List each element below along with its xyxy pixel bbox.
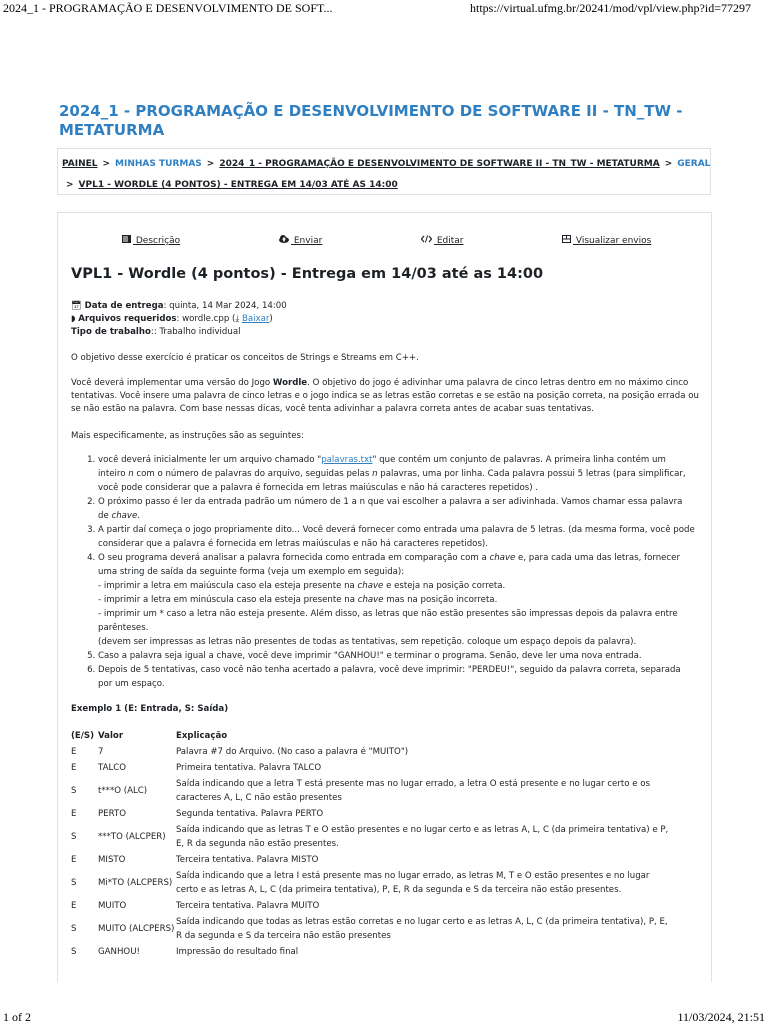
print-header-title: 2024_1 - PROGRAMAÇÃO E DESENVOLVIMENTO DE SOFT... (3, 1, 333, 15)
breadcrumb-line-1 (62, 157, 711, 171)
example-table (71, 728, 671, 960)
row-explicacao: Saída indicando que a letra I está presente mas no lugar errado, as letras M, T e O estão presentes e no lugar certo e as letras A, L, C (da primeira tentativa), P, E, R da segunda e S da terceira não estão presentes. (176, 871, 650, 895)
intro-paragraph: O objetivo desse exercício é praticar os conceitos de Strings e Streams em C++. (71, 353, 419, 363)
instruction-item: 6. Depois de 5 tentativas, caso você não tenha acertado a palavra, você deve imprimir: "PERDEU!", seguido da palavra correta, separada por um espaço. (98, 663, 695, 691)
due-date-label: Data de entrega (84, 301, 164, 311)
breadcrumb-separator: > (206, 159, 215, 169)
activity-title: VPL1 - Wordle (4 pontos) - Entrega em 14/03 até as 14:00 (71, 266, 544, 282)
row-explicacao: Terceira tentativa. Palavra MISTO (176, 855, 319, 865)
wordle-bold: Wordle (272, 378, 308, 388)
row-es: S (71, 786, 77, 796)
page-title: 2024_1 - PROGRAMAÇÃO E DESENVOLVIMENTO DE SOFTWARE II - TN_TW - METATURMA (59, 102, 683, 139)
table-row (71, 760, 671, 776)
header-es: (E/S) (71, 731, 95, 741)
instruction-subitem (98, 593, 695, 607)
wordle-paragraph-part: Você deverá implementar uma versão do Jogo (71, 378, 273, 388)
required-files-label: Arquivos requeridos (78, 314, 177, 324)
instruction-subitem (98, 579, 695, 593)
row-explicacao: Saída indicando que a letra T está presente mas no lugar errado, a letra O está presente e no lugar certo e os caracteres A, L, C não estão presentes (176, 779, 650, 803)
row-es: E (71, 855, 77, 865)
print-timestamp: 11/03/2024, 21:51 (677, 1010, 765, 1024)
work-type-row (71, 326, 701, 339)
row-es: E (71, 901, 77, 911)
wordle-paragraph (71, 377, 701, 416)
row-explicacao: Saída indicando que as letras T e O estão presentes e no lugar certo e as letras A, L, C (da primeira tentativa) e P, E, R da segunda não estão presentes. (176, 825, 669, 849)
tab-visualizar-envios[interactable] (562, 235, 651, 246)
instruction-text: - imprimir a letra em minúscula caso ela esteja presente na (98, 595, 358, 605)
instruction-item: 3. A partir daí começa o jogo propriamente dito... Você deverá fornecer como entrada uma palavra de 5 letras. (da mesma forma, você pode considerar que a palavra é fornecida em letras maiúsculas e não há caracteres repetidos). (98, 523, 695, 551)
due-date-value: : quinta, 14 Mar 2024, 14:00 (163, 301, 287, 311)
print-header-url: https://virtual.ufmg.br/20241/mod/vpl/view.php?id=77297 (470, 1, 751, 15)
instruction-text: mas na posição incorreta. (383, 595, 498, 605)
tab-enviar[interactable] (279, 235, 322, 246)
row-valor: GANHOU! (98, 947, 140, 957)
instruction-emphasis: chave (111, 511, 138, 521)
row-explicacao: Saída indicando que todas as letras estão corretas e no lugar certo e as letras A, L, C (da primeira tentativa), P, E, R da segunda e S da terceira não estão presentes (176, 917, 668, 941)
breadcrumb-geral[interactable]: GERAL (677, 159, 711, 169)
page-counter: 1 of 2 (3, 1010, 31, 1024)
instruction-text: você deverá inicialmente ler um arquivo chamado " (98, 455, 322, 465)
row-es: S (71, 878, 77, 888)
activity-meta (71, 300, 701, 339)
code-icon (421, 235, 432, 246)
shield-icon: ◗ (71, 314, 76, 324)
download-link[interactable]: Baixar (241, 314, 270, 324)
row-es: E (71, 763, 77, 773)
breadcrumb-activity[interactable]: VPL1 - WORDLE (4 PONTOS) - ENTREGA EM 14/03 ATÉ AS 14:00 (78, 180, 398, 190)
row-es: S (71, 947, 77, 957)
instructions-list (71, 453, 695, 691)
instruction-emphasis: chave (357, 581, 384, 591)
tab-descricao[interactable] (122, 235, 180, 246)
print-header (0, 0, 768, 16)
instruction-emphasis: chave (489, 553, 516, 563)
example-table-header (71, 728, 671, 744)
instruction-text: . (137, 511, 141, 521)
row-valor: TALCO (98, 763, 127, 773)
palavras-file-link[interactable]: palavras.txt (321, 455, 373, 465)
row-es: E (71, 747, 77, 757)
row-es: E (71, 809, 77, 819)
tab-descricao-label: Descrição (133, 236, 181, 246)
header-valor: Valor (98, 731, 124, 741)
instruction-text: - imprimir a letra em maiúscula caso ela esteja presente na (98, 581, 358, 591)
instruction-text: palavras, uma por linha. Cada palavra possui 5 letras (para simplificar, você pode considerar que a palavra é fornecida em letras maiúsculas e não há caracteres repetidos) . (98, 469, 686, 493)
instructions-intro: Mais especificamente, as instruções são as seguintes: (71, 431, 304, 441)
table-row (71, 852, 671, 868)
instruction-item (98, 453, 695, 495)
breadcrumb-separator: > (664, 159, 673, 169)
table-row (71, 868, 671, 898)
breadcrumb-minhas-turmas[interactable]: MINHAS TURMAS (115, 159, 202, 169)
work-type-value: : Trabalho individual (153, 327, 241, 337)
submissions-icon (562, 235, 571, 246)
calendar-icon: 📅︎ (71, 301, 82, 311)
instruction-text: " que contém um conjunto de palavras. A primeira linha contém um inteiro (98, 455, 666, 479)
row-explicacao: Palavra #7 do Arquivo. (No caso a palavra é "MUITO") (176, 747, 409, 757)
breadcrumb-separator: > (102, 159, 111, 169)
row-explicacao: Terceira tentativa. Palavra MUITO (176, 901, 320, 911)
instruction-emphasis: chave (357, 595, 384, 605)
required-files-row (71, 313, 701, 326)
row-explicacao: Segunda tentativa. Palavra PERTO (176, 809, 324, 819)
row-valor: MISTO (98, 855, 126, 865)
instruction-item: 5. Caso a palavra seja igual a chave, você deve imprimir "GANHOU!" e terminar o programa. Senão, deve ler uma nova entrada. (98, 649, 695, 663)
description-icon (122, 235, 131, 246)
due-date-row (71, 300, 701, 313)
row-valor: PERTO (98, 809, 126, 819)
row-valor: t***O (ALC) (98, 786, 148, 796)
download-icon: ⤓ (235, 314, 240, 324)
breadcrumb-separator: > (66, 180, 74, 190)
required-files-close: ) (269, 314, 273, 324)
header-explicacao: Explicação (176, 731, 228, 741)
tab-editar-label: Editar (434, 236, 464, 246)
row-valor: ***TO (ALCPER) (98, 832, 166, 842)
table-row (71, 806, 671, 822)
breadcrumb-painel[interactable]: PAINEL (62, 159, 98, 169)
instruction-item (98, 551, 695, 649)
table-row (71, 744, 671, 760)
instructions-list-container (71, 453, 695, 691)
row-es: S (71, 924, 77, 934)
activity-content (57, 212, 712, 982)
row-valor: Mi*TO (ALCPERS) (98, 878, 173, 888)
row-valor: MUITO (ALCPERS) (98, 924, 175, 934)
example-title: Exemplo 1 (E: Entrada, S: Saída) (71, 704, 229, 714)
table-row (71, 822, 671, 852)
instruction-emphasis: n (128, 469, 134, 479)
cloud-upload-icon (279, 235, 289, 246)
activity-tabs (58, 235, 711, 249)
work-type-label: Tipo de trabalho (71, 327, 151, 337)
instruction-subitem: (devem ser impressas as letras não presentes de todas as tentativas, sem repetição. coloque um espaço depois da palavra). (98, 637, 637, 647)
tab-visualizar-envios-label: Visualizar envios (573, 236, 652, 246)
breadcrumb-course[interactable]: 2024_1 - PROGRAMAÇÃO E DESENVOLVIMENTO DE SOFTWARE II - TN_TW - METATURMA (219, 159, 660, 169)
table-row (71, 776, 671, 806)
breadcrumb (57, 148, 711, 195)
tab-editar[interactable] (421, 235, 464, 246)
row-explicacao: Impressão do resultado final (176, 947, 299, 957)
instruction-text: com o número de palavras do arquivo, seguidas pelas (133, 469, 373, 479)
row-es: S (71, 832, 77, 842)
instruction-text: e esteja na posição correta. (383, 581, 506, 591)
required-files-value: : wordle.cpp ( (176, 314, 236, 324)
instruction-subitem: - imprimir um * caso a letra não esteja presente. Além disso, as letras que não estão presentes são impressas depois da palavra entre parênteses. (98, 609, 678, 633)
table-row (71, 898, 671, 914)
instruction-item (98, 495, 695, 523)
row-explicacao: Primeira tentativa. Palavra TALCO (176, 763, 322, 773)
instruction-text: O seu programa deverá analisar a palavra fornecida como entrada em comparação com a (98, 553, 490, 563)
instruction-text: e, para cada uma das letras, fornecer uma string de saída da seguinte forma (veja um exemplo em seguida): (98, 553, 680, 577)
wordle-paragraph-part: . O objetivo do jogo é adivinhar uma palavra de cinco letras dentro em no máximo cinco tentativas. Você insere uma palavra de cinco letras e o jogo indica se as letras estão corretas e se estão na posição correta, na posição errada ou se não estão na palavra. Com base nessas dicas, você tenta adivinhar a palavra correta antes de acabar suas tentativas. (71, 378, 699, 414)
breadcrumb-line-2 (62, 178, 706, 192)
instruction-emphasis: n (372, 469, 378, 479)
instruction-text: O próximo passo é ler da entrada padrão um número de 1 a n que vai escolher a palavra a ser adivinhada. Vamos chamar essa palavra de (98, 497, 683, 521)
user-icon: : (150, 327, 154, 337)
row-valor: 7 (98, 747, 104, 757)
table-row (71, 914, 671, 944)
tab-enviar-label: Enviar (291, 236, 323, 246)
table-row (71, 944, 671, 960)
row-valor: MUITO (98, 901, 127, 911)
